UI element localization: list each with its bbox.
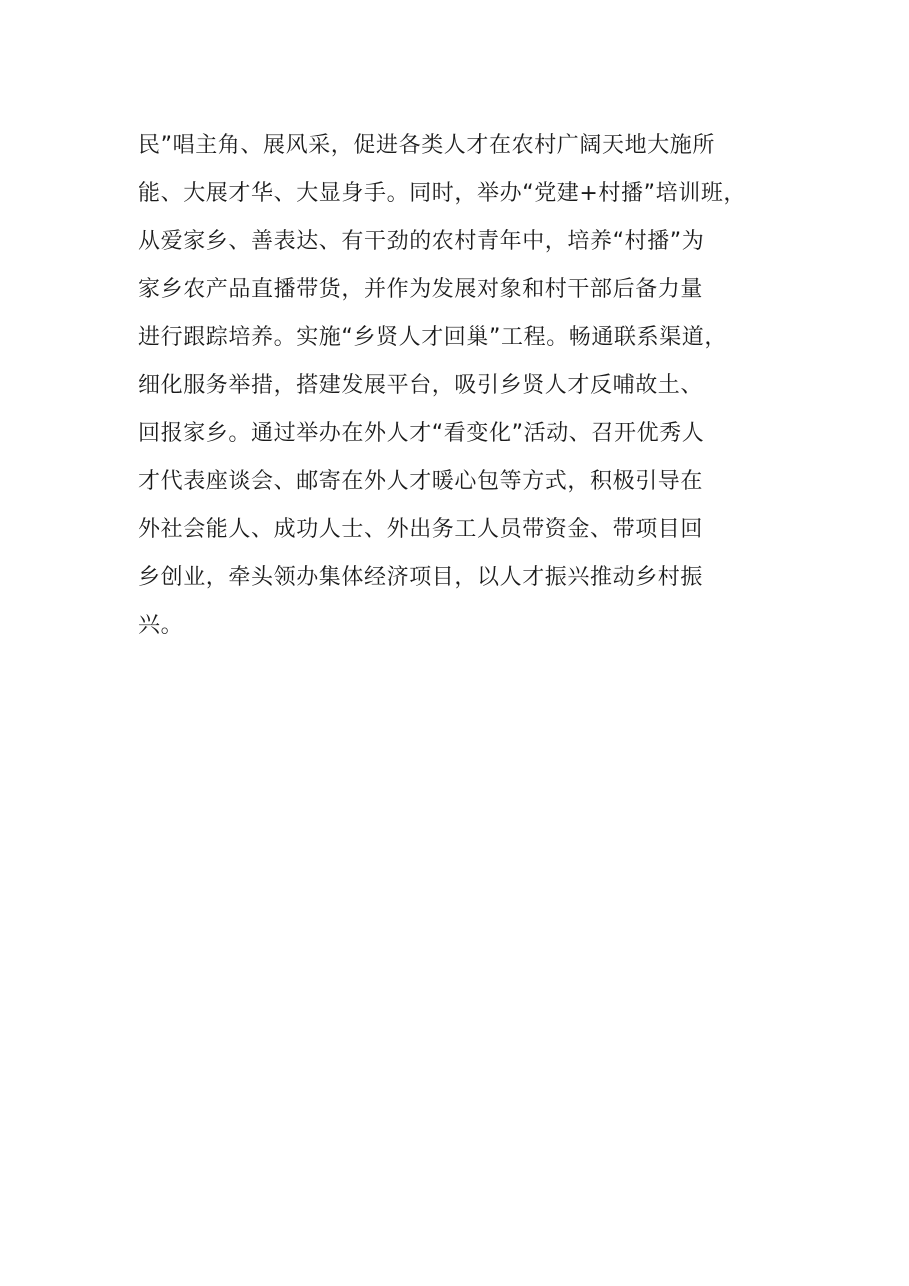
paragraph-line: 能、大展才华、大显身手。同时，举办“党建+村播”培训班， (138, 181, 747, 206)
paragraph-line: 兴。 (138, 613, 184, 638)
paragraph-line: 回报家乡。通过举办在外人才“看变化”活动、召开优秀人 (138, 421, 705, 446)
body-paragraph (138, 122, 778, 650)
paragraph-line: 从爱家乡、善表达、有干劲的农村青年中，培养“村播”为 (138, 229, 705, 254)
paragraph-line: 民”唱主角、展风采，促进各类人才在农村广阔天地大施所 (138, 133, 715, 158)
paragraph-line: 外社会能人、成功人士、外出务工人员带资金、带项目回 (138, 517, 704, 542)
paragraph-line: 家乡农产品直播带货，并作为发展对象和村干部后备力量 (138, 277, 704, 302)
paragraph-line: 乡创业，牵头领办集体经济项目，以人才振兴推动乡村振 (138, 565, 704, 590)
paragraph-line: 进行跟踪培养。实施“乡贤人才回巢”工程。畅通联系渠道， (138, 325, 727, 350)
paragraph-line: 细化服务举措，搭建发展平台，吸引乡贤人才反哺故土、 (138, 373, 704, 398)
paragraph-line: 才代表座谈会、邮寄在外人才暖心包等方式，积极引导在 (138, 469, 704, 494)
